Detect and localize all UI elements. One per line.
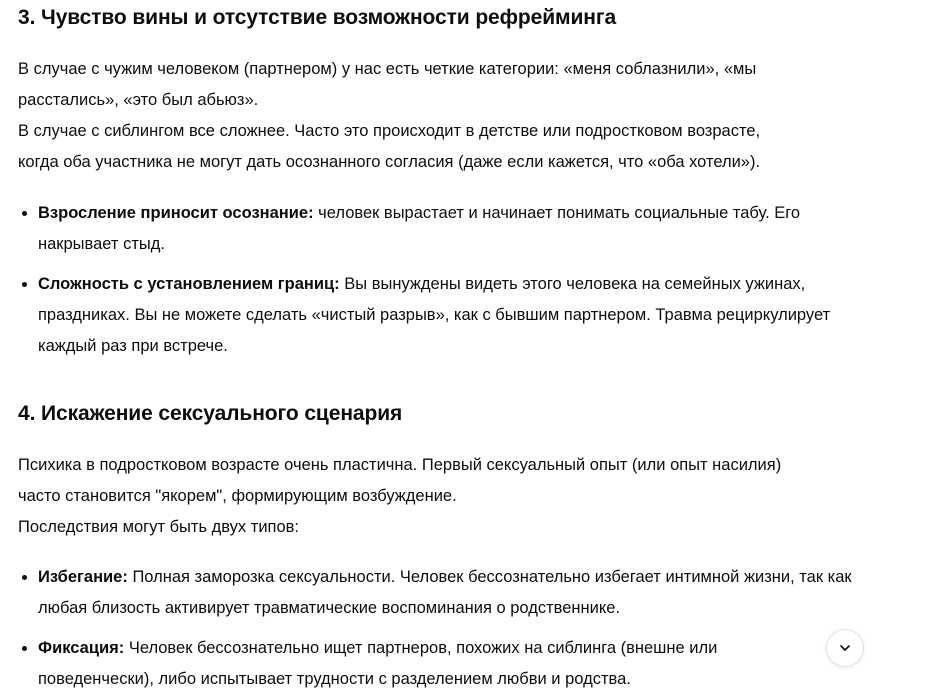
scroll-to-bottom-button[interactable] (826, 629, 864, 667)
list-item-text: Вы вынуждены видеть этого человека на семейных ужинах, праздниках. Вы не можете сделать «чистый разрыв», как с бывшим партнером. Травма рециркулирует каждый раз при встрече. (38, 275, 831, 355)
chevron-down-icon (838, 641, 852, 655)
section-4-para-2: Последствия могут быть двух типов: (18, 518, 299, 536)
section-3-para-1-line-2: расстались», «это был абьюз». (18, 91, 259, 109)
section-3-para-1 (18, 54, 878, 178)
section-4-para-1 (18, 450, 878, 543)
section-4-paragraphs (18, 450, 878, 543)
list-item (18, 269, 863, 362)
list-item-title: Избегание: (38, 568, 128, 586)
list-item-title: Фиксация: (38, 639, 125, 657)
section-3-list (18, 198, 863, 362)
list-item-text: Полная заморозка сексуальности. Человек бессознательно избегает интимной жизни, так как любая близость активирует травматические воспоминания о родственнике. (38, 568, 852, 617)
list-item (18, 198, 863, 260)
section-3-para-2-line-2: когда оба участника не могут дать осознанного согласия (даже если кажется, что «оба хотели»). (18, 153, 761, 171)
section-3-paragraphs (18, 54, 878, 178)
list-item-title: Взросление приносит осознание: (38, 204, 314, 222)
section-3-heading: 3. Чувство вины и отсутствие возможности рефрейминга (18, 6, 617, 29)
section-4-para-1-line-2: часто становится "якорем", формирующим возбуждение. (18, 487, 457, 505)
list-item (18, 633, 868, 695)
list-item-title: Сложность с установлением границ: (38, 275, 340, 293)
list-item-text: Человек бессознательно ищет партнеров, похожих на сиблинга (внешне или поведенчески), либо испытывает трудности с разделением любви и родства. (38, 639, 718, 688)
section-4-heading: 4. Искажение сексуального сценария (18, 402, 403, 425)
list-item (18, 562, 868, 624)
section-3-para-1-line-1: В случае с чужим человеком (партнером) у нас есть четкие категории: «меня соблазнили», «мы (18, 60, 757, 78)
section-4-list (18, 562, 868, 695)
section-4-para-1-line-1: Психика в подростковом возрасте очень пластична. Первый сексуальный опыт (или опыт насилия) (18, 456, 782, 474)
list-item-text: человек вырастает и начинает понимать социальные табу. Его накрывает стыд. (38, 204, 801, 253)
section-3-para-2-line-1: В случае с сиблингом все сложнее. Часто это происходит в детстве или подростковом возрасте, (18, 122, 761, 140)
